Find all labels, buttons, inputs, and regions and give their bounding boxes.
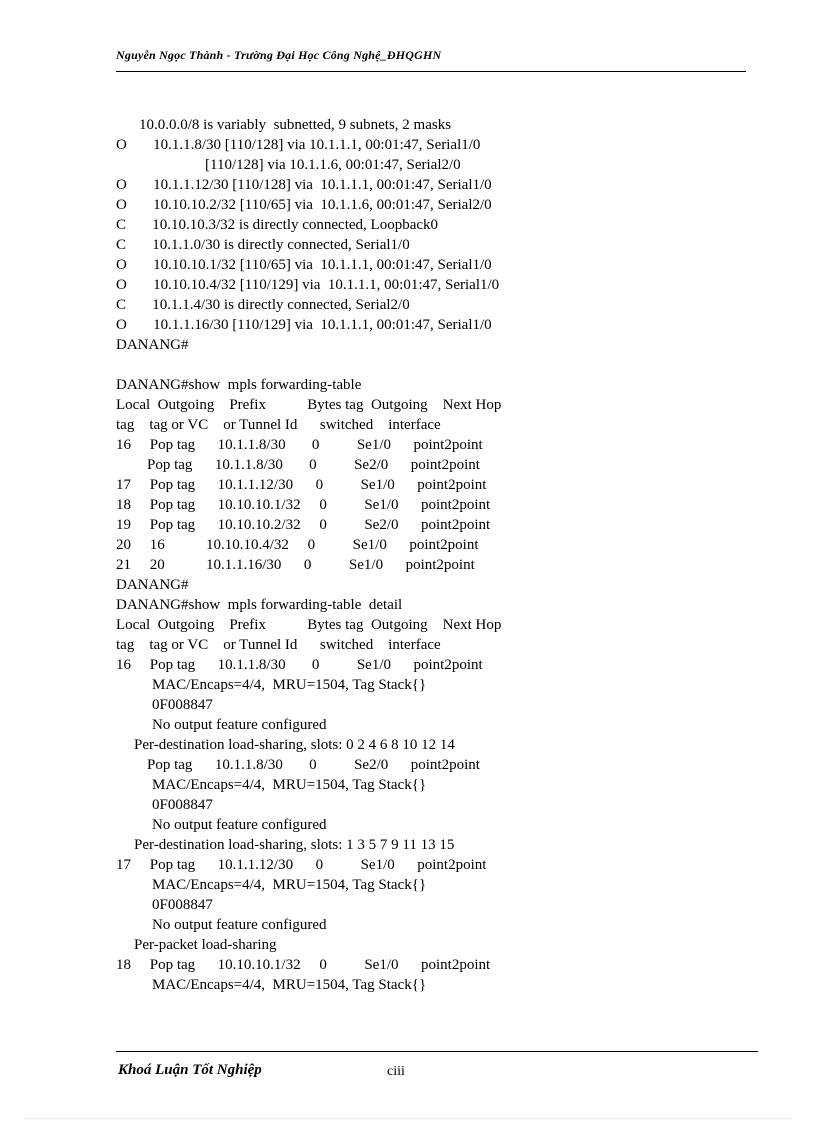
text-line: O 10.1.1.8/30 [110/128] via 10.1.1.1, 00:01:47, Serial1/0 bbox=[116, 137, 481, 153]
text-line: Local Outgoing Prefix Bytes tag Outgoing Next Hop bbox=[116, 617, 502, 633]
text-line: tag tag or VC or Tunnel Id switched interface bbox=[116, 637, 441, 653]
text-line: DANANG# bbox=[116, 577, 189, 593]
text-line: O 10.10.10.4/32 [110/129] via 10.1.1.1, 00:01:47, Serial1/0 bbox=[116, 277, 500, 293]
text-line: C 10.1.1.0/30 is directly connected, Serial1/0 bbox=[116, 237, 410, 253]
text-line: O 10.10.10.2/32 [110/65] via 10.1.1.6, 00:01:47, Serial2/0 bbox=[116, 197, 492, 213]
text-line: 0F008847 bbox=[152, 797, 213, 813]
page-header: Nguyễn Ngọc Thành - Trường Đại Học Công Nghệ_ĐHQGHN bbox=[116, 48, 442, 62]
text-line: Per-destination load-sharing, slots: 0 2 4 6 8 10 12 14 bbox=[134, 737, 455, 753]
text-line: DANANG#show mpls forwarding-table bbox=[116, 377, 362, 393]
text-line: 17 Pop tag 10.1.1.12/30 0 Se1/0 point2point bbox=[116, 477, 487, 493]
page-edge bbox=[25, 1118, 791, 1119]
footer-rule bbox=[116, 1051, 758, 1052]
text-line: Local Outgoing Prefix Bytes tag Outgoing Next Hop bbox=[116, 397, 502, 413]
text-line: 21 20 10.1.1.16/30 0 Se1/0 point2point bbox=[116, 557, 475, 573]
text-line: 17 Pop tag 10.1.1.12/30 0 Se1/0 point2point bbox=[116, 857, 487, 873]
text-line: 10.0.0.0/8 is variably subnetted, 9 subnets, 2 masks bbox=[139, 117, 452, 133]
text-line: O 10.10.10.1/32 [110/65] via 10.1.1.1, 00:01:47, Serial1/0 bbox=[116, 257, 492, 273]
text-line: [110/128] via 10.1.1.6, 00:01:47, Serial2/0 bbox=[205, 157, 461, 173]
text-line: tag tag or VC or Tunnel Id switched interface bbox=[116, 417, 441, 433]
text-line: Per-destination load-sharing, slots: 1 3 5 7 9 11 13 15 bbox=[134, 837, 455, 853]
text-line: 16 Pop tag 10.1.1.8/30 0 Se1/0 point2point bbox=[116, 657, 483, 673]
text-line: No output feature configured bbox=[152, 917, 327, 933]
text-line: 16 Pop tag 10.1.1.8/30 0 Se1/0 point2point bbox=[116, 437, 483, 453]
text-line: No output feature configured bbox=[152, 817, 327, 833]
text-line: No output feature configured bbox=[152, 717, 327, 733]
text-line: O 10.1.1.12/30 [110/128] via 10.1.1.1, 00:01:47, Serial1/0 bbox=[116, 177, 492, 193]
text-line: DANANG# bbox=[116, 337, 189, 353]
text-line: 18 Pop tag 10.10.10.1/32 0 Se1/0 point2point bbox=[116, 957, 491, 973]
text-line: MAC/Encaps=4/4, MRU=1504, Tag Stack{} bbox=[152, 977, 427, 993]
text-line: DANANG#show mpls forwarding-table detail bbox=[116, 597, 403, 613]
text-line: MAC/Encaps=4/4, MRU=1504, Tag Stack{} bbox=[152, 777, 427, 793]
text-line: 18 Pop tag 10.10.10.1/32 0 Se1/0 point2point bbox=[116, 497, 491, 513]
page-number: ciii bbox=[387, 1064, 405, 1079]
text-line: O 10.1.1.16/30 [110/129] via 10.1.1.1, 00:01:47, Serial1/0 bbox=[116, 317, 492, 333]
text-line: C 10.10.10.3/32 is directly connected, Loopback0 bbox=[116, 217, 439, 233]
text-line: 19 Pop tag 10.10.10.2/32 0 Se2/0 point2point bbox=[116, 517, 491, 533]
footer-title: Khoá Luận Tốt Nghiệp bbox=[118, 1062, 262, 1078]
text-line: 0F008847 bbox=[152, 897, 213, 913]
text-line: 20 16 10.10.10.4/32 0 Se1/0 point2point bbox=[116, 537, 479, 553]
text-line: Pop tag 10.1.1.8/30 0 Se2/0 point2point bbox=[147, 457, 480, 473]
text-line: MAC/Encaps=4/4, MRU=1504, Tag Stack{} bbox=[152, 677, 427, 693]
text-line: 0F008847 bbox=[152, 697, 213, 713]
text-line: Pop tag 10.1.1.8/30 0 Se2/0 point2point bbox=[147, 757, 480, 773]
text-line: Per-packet load-sharing bbox=[134, 937, 277, 953]
header-rule bbox=[116, 71, 746, 72]
text-line: C 10.1.1.4/30 is directly connected, Serial2/0 bbox=[116, 297, 410, 313]
text-line: MAC/Encaps=4/4, MRU=1504, Tag Stack{} bbox=[152, 877, 427, 893]
